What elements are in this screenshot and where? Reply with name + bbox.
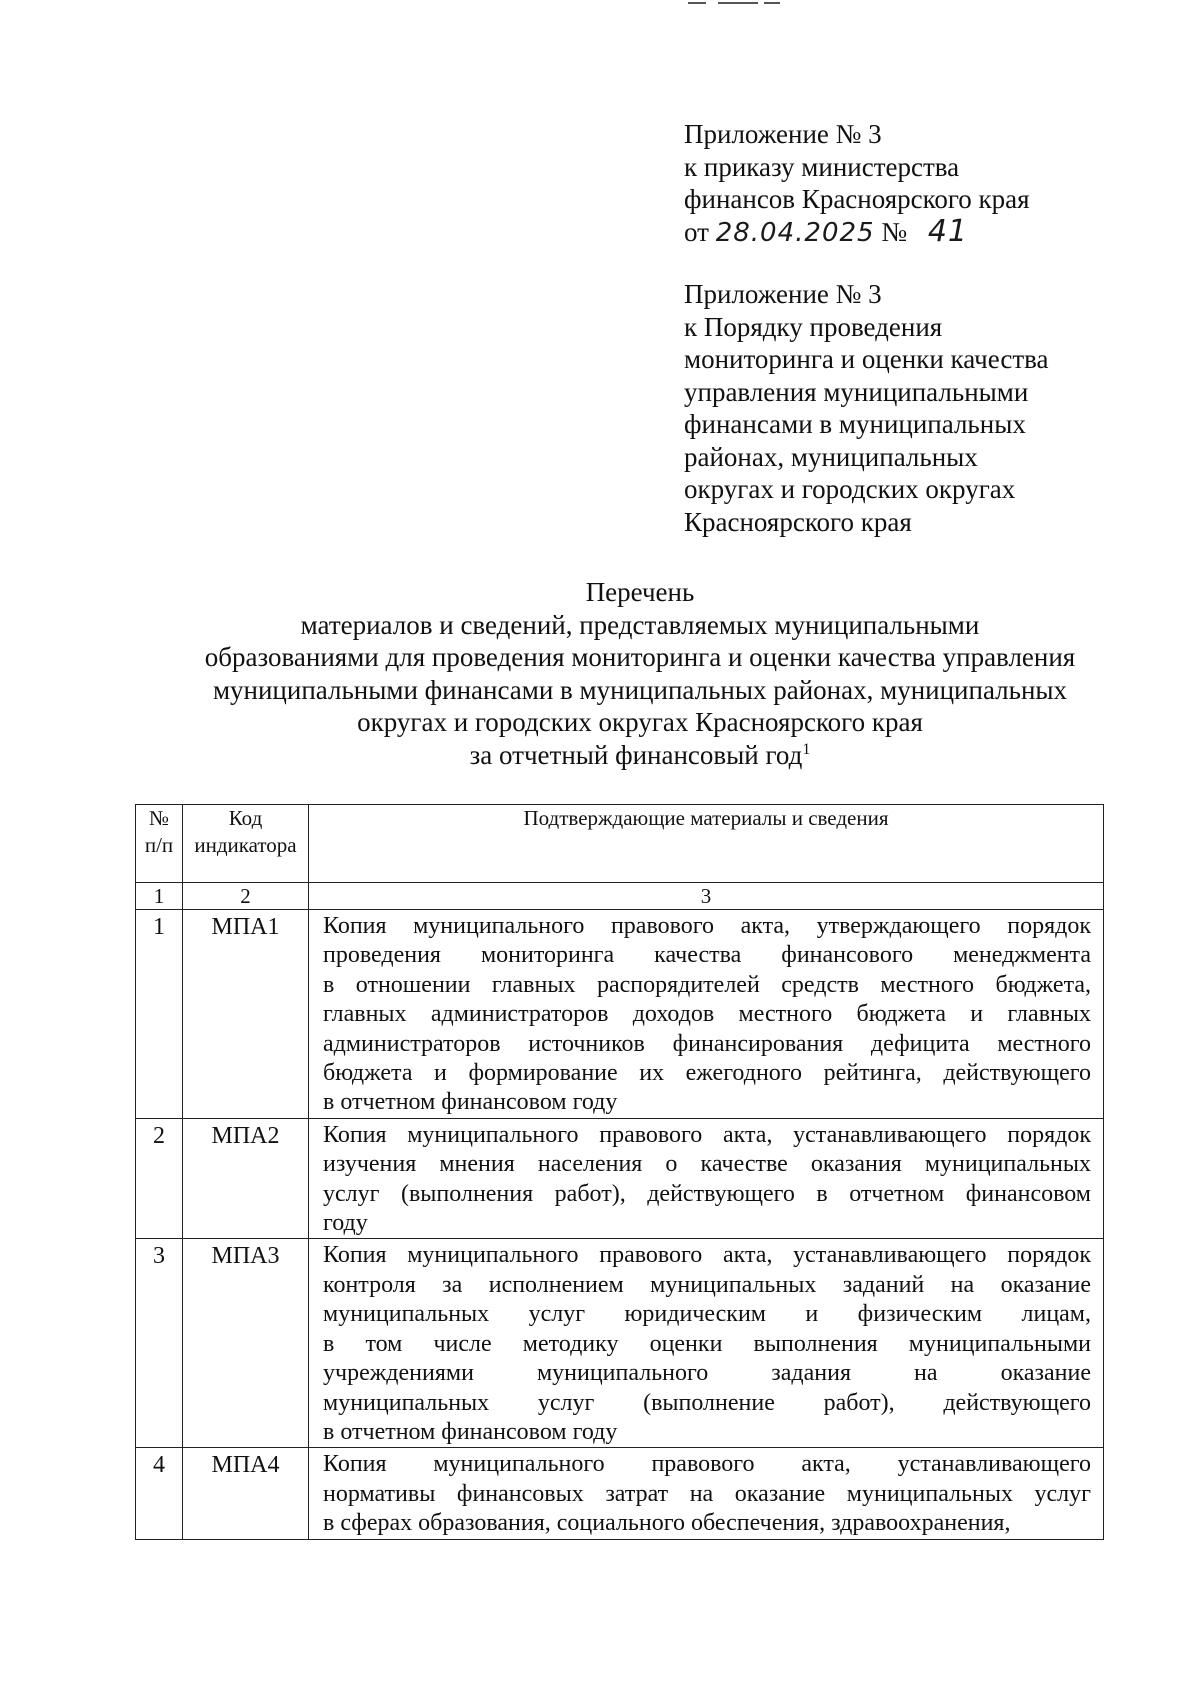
row-num: 2 [136, 1118, 183, 1239]
header-num [136, 805, 183, 883]
attachment-procedure-line: округах и городских округах [684, 474, 1016, 504]
description-line: изучения мнения населения о качестве оказания муниципальных [323, 1151, 1091, 1178]
table-row [136, 1239, 1104, 1448]
title-line: округах и городских округах Красноярского края [357, 707, 923, 737]
order-date-line [684, 213, 1164, 250]
scan-artifact-mark [688, 0, 784, 10]
row-code: МПА2 [183, 1118, 309, 1239]
table-row [136, 1118, 1104, 1239]
attachment-procedure-block [684, 278, 1164, 538]
row-description [309, 1118, 1104, 1239]
title-last-line-text: за отчетный финансовый год [469, 739, 803, 770]
description-line: муниципальных услуг (выполнение работ), действующего [323, 1389, 1091, 1416]
column-number: 3 [309, 883, 1104, 910]
header-code-line: индикатора [194, 833, 297, 857]
attachment-order-line: к приказу министерства [684, 151, 960, 182]
header-num-line: п/п [144, 833, 174, 857]
attachments-header [684, 118, 1164, 538]
description-line: проведения мониторинга качества финансового менеджмента [323, 942, 1091, 969]
row-code: МПА3 [183, 1239, 309, 1448]
header-num-line: № [148, 806, 170, 830]
footnote-mark: 1 [802, 740, 811, 758]
row-description [309, 910, 1104, 1119]
table-row [136, 1448, 1104, 1539]
title-line: муниципальными финансами в муниципальных районах, муниципальных [212, 674, 1068, 705]
attachment-procedure-line: Приложение № 3 [684, 279, 882, 309]
description-line: главных администраторов доходов местного бюджета и главных [323, 1001, 1091, 1028]
handwritten-order-number: 41 [927, 213, 969, 249]
description-line: в том числе методику оценки выполнения муниципальными [323, 1330, 1091, 1357]
document-title [120, 576, 1160, 771]
row-description [309, 1239, 1104, 1448]
description-line: в отчетном финансовом году [323, 1418, 618, 1445]
row-description [309, 1448, 1104, 1539]
description-line: Копия муниципального правового акта, утверждающего порядок [323, 913, 1091, 939]
description-line: бюджета и формирование их ежегодного рейтинга, действующего [323, 1060, 1091, 1087]
description-line: нормативы финансовых затрат на оказание муниципальных услуг [323, 1480, 1091, 1507]
description-line: услуг (выполнения работ), действующего в отчетном финансовом [323, 1180, 1091, 1207]
materials-table [135, 804, 1104, 1540]
attachment-order-line: финансов Красноярского края [684, 184, 1030, 214]
table-row [136, 910, 1104, 1119]
description-line: Копия муниципального правового акта, устанавливающего порядок [323, 1242, 1091, 1269]
header-materials: Подтверждающие материалы и сведения [309, 805, 1104, 883]
description-line: муниципальных услуг юридическим и физическим лицам, [323, 1301, 1091, 1328]
description-line: администраторов источников финансирования дефицита местного [323, 1030, 1091, 1057]
header-code-line: Код [228, 806, 263, 830]
row-num: 1 [136, 910, 183, 1119]
title-line: образованиями для проведения мониторинга и оценки качества управления [204, 642, 1076, 672]
row-code: МПА1 [183, 910, 309, 1119]
description-line: Копия муниципального правового акта, устанавливающего порядок [323, 1121, 1091, 1148]
column-number-row [136, 883, 1104, 910]
attachment-procedure-line: Красноярского края [684, 506, 912, 537]
attachment-order-line: Приложение № 3 [684, 119, 882, 149]
column-number: 1 [136, 883, 183, 910]
attachment-procedure-line: управления муниципальными [684, 376, 1029, 407]
header-code [183, 805, 309, 883]
row-num: 3 [136, 1239, 183, 1448]
attachment-procedure-line: мониторинга и оценки качества [684, 344, 1049, 374]
attachment-procedure-line: к Порядку проведения [684, 311, 943, 342]
attachment-procedure-line: финансами в муниципальных [684, 409, 1026, 439]
row-num: 4 [136, 1448, 183, 1539]
description-line: контроля за исполнением муниципальных заданий на оказание [323, 1271, 1091, 1298]
description-line: в сферах образования, социального обеспечения, здравоохранения, [323, 1510, 1011, 1537]
description-line: учреждениями муниципального задания на оказание [323, 1360, 1091, 1387]
row-code: МПА4 [183, 1448, 309, 1539]
title-heading: Перечень [585, 577, 695, 607]
number-sign: № [881, 216, 908, 247]
handwritten-date: 28.04.2025 [715, 217, 875, 248]
column-number: 2 [183, 883, 309, 910]
description-line: Копия муниципального правового акта, устанавливающего [323, 1451, 1091, 1478]
title-line: материалов и сведений, представляемых муниципальными [300, 609, 980, 640]
title-last-line [120, 739, 1160, 772]
date-prefix: от [684, 216, 709, 247]
attachment-procedure-line: районах, муниципальных [684, 441, 978, 472]
table-header-row [136, 805, 1104, 883]
description-line: в отчетном финансовом году [323, 1089, 618, 1116]
attachment-order-block [684, 118, 1164, 249]
description-line: в отношении главных распорядителей средств местного бюджета, [323, 971, 1091, 998]
description-line: году [323, 1210, 368, 1237]
